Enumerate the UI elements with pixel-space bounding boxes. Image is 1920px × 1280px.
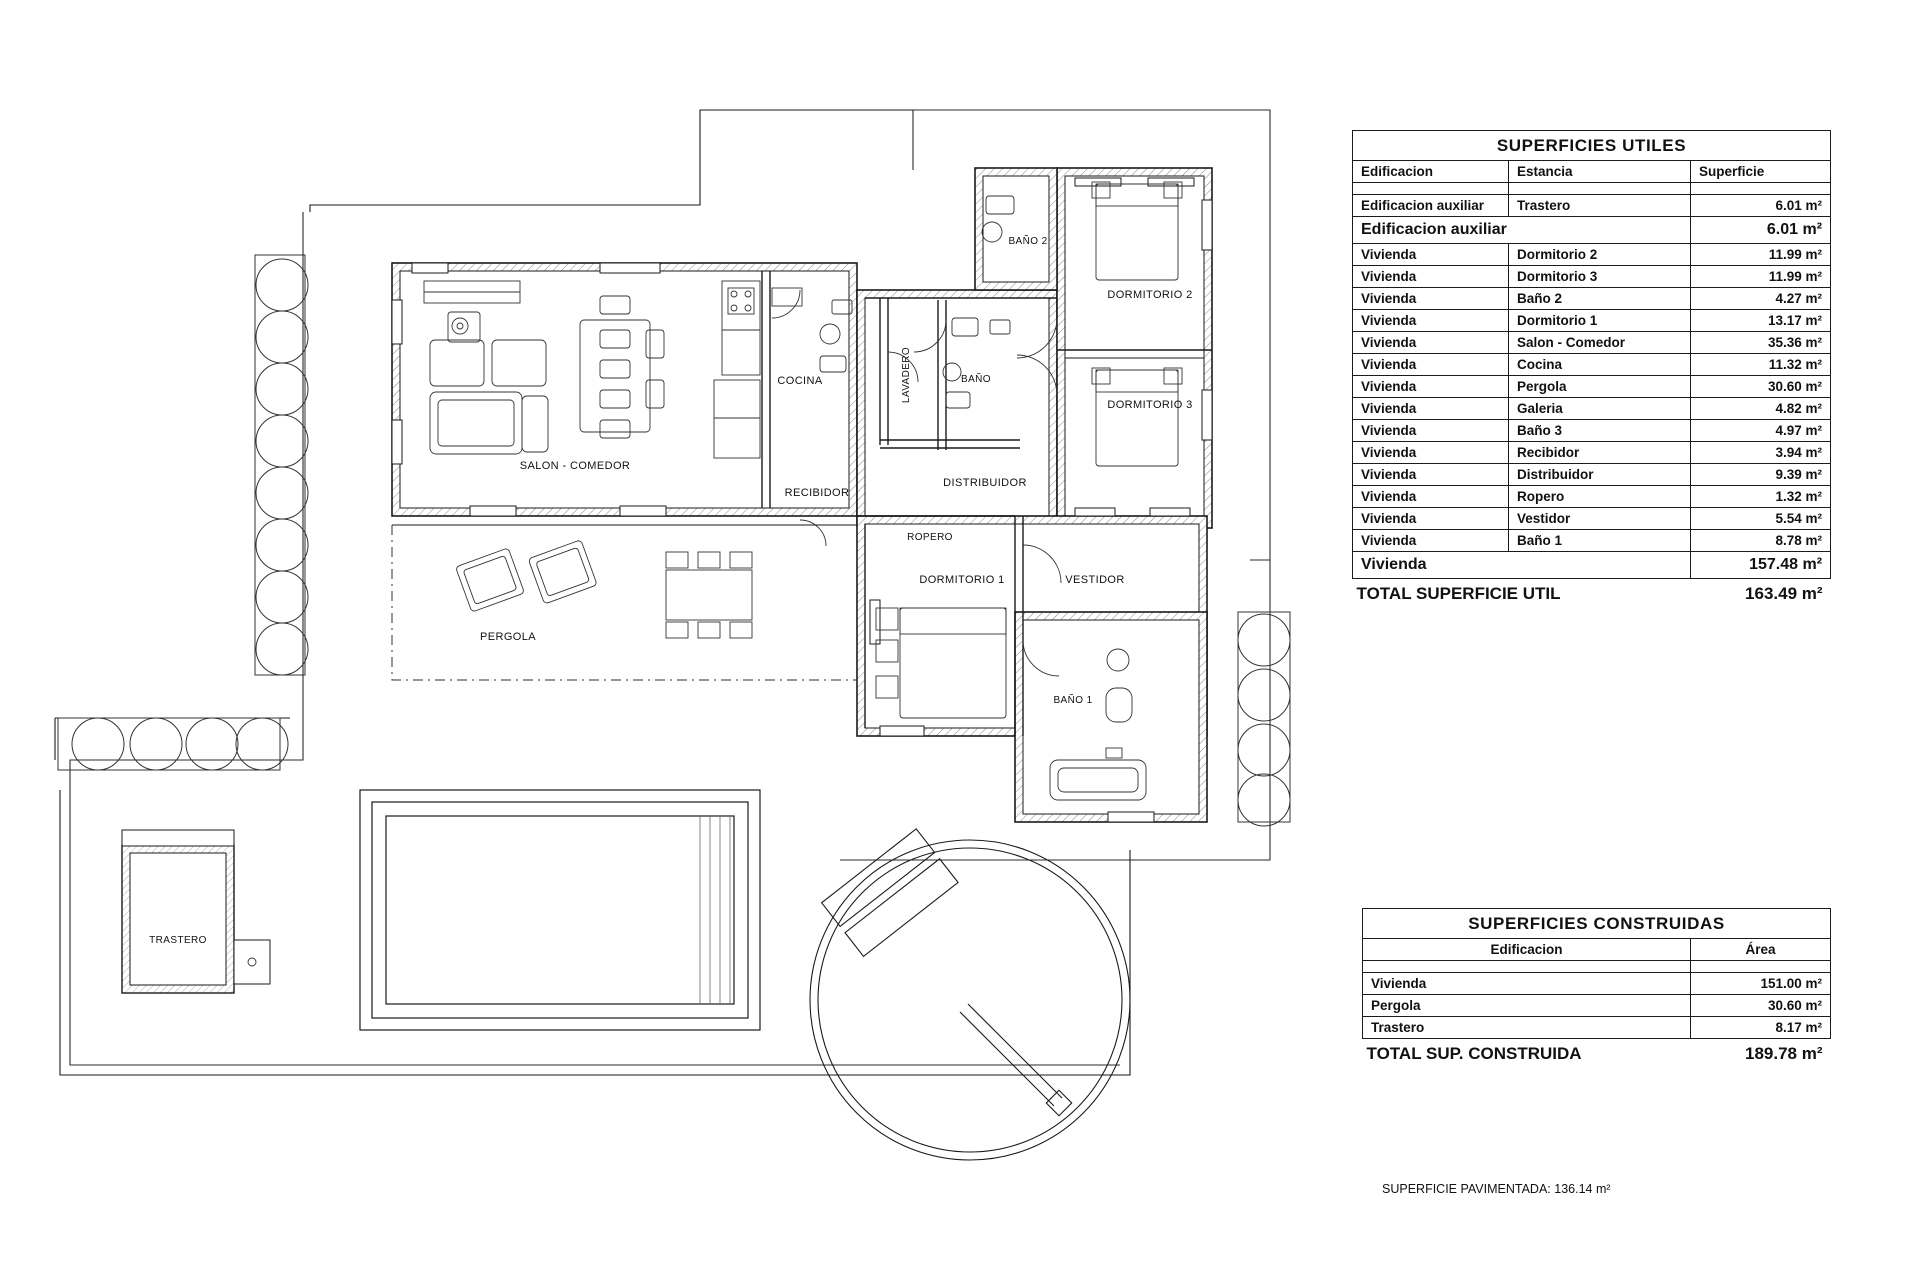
- spacer-cell-1: [1363, 961, 1691, 973]
- cell-area: 30.60 m²: [1691, 995, 1831, 1017]
- room-label-lavadero: LAVADERO: [901, 346, 912, 404]
- utiles-header-row: [1353, 161, 1831, 183]
- utiles-aux-subtotal-row: [1353, 217, 1831, 244]
- vivienda-subtotal-value: 157.48 m²: [1691, 552, 1831, 579]
- utiles-header-estancia: Estancia: [1509, 161, 1691, 183]
- cell-superficie: 30.60 m²: [1691, 376, 1831, 398]
- cell-edificacion: Vivienda: [1353, 288, 1509, 310]
- utiles-title-row: [1353, 131, 1831, 161]
- utiles-spacer-row: [1353, 183, 1831, 195]
- spacer-cell-3: [1691, 183, 1831, 195]
- cell-edificacion: Vivienda: [1353, 398, 1509, 420]
- table-row: [1363, 995, 1831, 1017]
- construidas-total-value: 189.78 m²: [1691, 1039, 1831, 1069]
- cell-edificacion: Trastero: [1363, 1017, 1691, 1039]
- construidas-header-row: [1363, 939, 1831, 961]
- cell-superficie: 11.99 m²: [1691, 244, 1831, 266]
- table-row: [1353, 442, 1831, 464]
- cell-area: 8.17 m²: [1691, 1017, 1831, 1039]
- cell-superficie: 4.27 m²: [1691, 288, 1831, 310]
- cell-estancia: Dormitorio 1: [1509, 310, 1691, 332]
- cell-estancia: Recibidor: [1509, 442, 1691, 464]
- cell-estancia: Pergola: [1509, 376, 1691, 398]
- room-label-ropero: ROPERO: [907, 532, 953, 543]
- room-label-dormitorio3: DORMITORIO 3: [1107, 399, 1193, 411]
- construidas-title: SUPERFICIES CONSTRUIDAS: [1363, 909, 1831, 939]
- table-row: [1353, 508, 1831, 530]
- room-label-pergola: PERGOLA: [480, 631, 536, 643]
- superficies-utiles-table: [1352, 130, 1830, 609]
- cell-estancia: Baño 1: [1509, 530, 1691, 552]
- cell-edificacion: Vivienda: [1353, 442, 1509, 464]
- spacer-cell-1: [1353, 183, 1509, 195]
- cell-estancia: Baño 3: [1509, 420, 1691, 442]
- cell-estancia: Salon - Comedor: [1509, 332, 1691, 354]
- vivienda-subtotal-label: Vivienda: [1353, 552, 1691, 579]
- utiles-total-value: 163.49 m²: [1691, 579, 1831, 609]
- aux-subtotal-label: Edificacion auxiliar: [1353, 217, 1691, 244]
- room-label-dormitorio1: DORMITORIO 1: [919, 574, 1005, 586]
- utiles-total-label: TOTAL SUPERFICIE UTIL: [1353, 579, 1691, 609]
- cell-estancia: Galeria: [1509, 398, 1691, 420]
- cell-superficie: 11.99 m²: [1691, 266, 1831, 288]
- table-row: [1353, 464, 1831, 486]
- cell-superficie: 3.94 m²: [1691, 442, 1831, 464]
- cell-edificacion: Vivienda: [1363, 973, 1691, 995]
- table-row: [1353, 530, 1831, 552]
- room-label-recibidor: RECIBIDOR: [784, 487, 850, 499]
- room-label-distribuidor: DISTRIBUIDOR: [943, 477, 1027, 489]
- construidas-header-edificacion: Edificacion: [1363, 939, 1691, 961]
- cell-edificacion: Pergola: [1363, 995, 1691, 1017]
- cell-superficie: 9.39 m²: [1691, 464, 1831, 486]
- table-row: [1353, 266, 1831, 288]
- cell-edificacion: Vivienda: [1353, 464, 1509, 486]
- cell-superficie: 4.82 m²: [1691, 398, 1831, 420]
- construidas-spacer-row: [1363, 961, 1831, 973]
- cell-edificacion: Vivienda: [1353, 332, 1509, 354]
- cell-superficie: 6.01 m²: [1691, 195, 1831, 217]
- cell-edificacion: Vivienda: [1353, 310, 1509, 332]
- cell-edificacion: Vivienda: [1353, 266, 1509, 288]
- table-row: [1353, 376, 1831, 398]
- superficies-construidas-table: [1362, 908, 1830, 1069]
- room-label-salon: SALON - COMEDOR: [519, 460, 631, 472]
- cell-edificacion: Edificacion auxiliar: [1353, 195, 1509, 217]
- cell-edificacion: Vivienda: [1353, 244, 1509, 266]
- room-label-bano2: BAÑO 2: [1008, 236, 1048, 247]
- cell-superficie: 5.54 m²: [1691, 508, 1831, 530]
- cell-edificacion: Vivienda: [1353, 420, 1509, 442]
- utiles-title: SUPERFICIES UTILES: [1353, 131, 1831, 161]
- cell-edificacion: Vivienda: [1353, 354, 1509, 376]
- plan-geometry: [55, 110, 1290, 1160]
- spacer-cell-2: [1509, 183, 1691, 195]
- utiles-header-superficie: Superficie: [1691, 161, 1831, 183]
- cell-estancia: Ropero: [1509, 486, 1691, 508]
- utiles-header-edificacion: Edificacion: [1353, 161, 1509, 183]
- table-row: [1353, 195, 1831, 217]
- room-label-dormitorio2: DORMITORIO 2: [1107, 289, 1193, 301]
- cell-area: 151.00 m²: [1691, 973, 1831, 995]
- table-row: [1363, 1017, 1831, 1039]
- table-row: [1353, 486, 1831, 508]
- cell-estancia: Cocina: [1509, 354, 1691, 376]
- aux-subtotal-value: 6.01 m²: [1691, 217, 1831, 244]
- cell-estancia: Baño 2: [1509, 288, 1691, 310]
- cell-estancia: Trastero: [1509, 195, 1691, 217]
- room-label-bano1: BAÑO 1: [1053, 695, 1093, 706]
- cell-estancia: Distribuidor: [1509, 464, 1691, 486]
- table-row: [1353, 332, 1831, 354]
- superficie-pavimentada-note: SUPERFICIE PAVIMENTADA: 136.14 m²: [1382, 1182, 1611, 1196]
- cell-edificacion: Vivienda: [1353, 530, 1509, 552]
- cell-superficie: 4.97 m²: [1691, 420, 1831, 442]
- table-row: [1353, 288, 1831, 310]
- cell-superficie: 1.32 m²: [1691, 486, 1831, 508]
- cell-estancia: Dormitorio 3: [1509, 266, 1691, 288]
- cell-superficie: 8.78 m²: [1691, 530, 1831, 552]
- table-row: [1353, 398, 1831, 420]
- cell-edificacion: Vivienda: [1353, 376, 1509, 398]
- table-row: [1353, 354, 1831, 376]
- cell-superficie: 35.36 m²: [1691, 332, 1831, 354]
- cell-edificacion: Vivienda: [1353, 508, 1509, 530]
- construidas-header-area: Área: [1691, 939, 1831, 961]
- cell-superficie: 13.17 m²: [1691, 310, 1831, 332]
- room-label-vestidor: VESTIDOR: [1065, 574, 1125, 586]
- construidas-total-row: [1363, 1039, 1831, 1069]
- table-row: [1353, 244, 1831, 266]
- spacer-cell-2: [1691, 961, 1831, 973]
- room-label-cocina: COCINA: [777, 375, 823, 387]
- construidas-title-row: [1363, 909, 1831, 939]
- table-row: [1363, 973, 1831, 995]
- table-row: [1353, 310, 1831, 332]
- utiles-vivienda-subtotal-row: [1353, 552, 1831, 579]
- cell-edificacion: Vivienda: [1353, 486, 1509, 508]
- construidas-total-label: TOTAL SUP. CONSTRUIDA: [1363, 1039, 1691, 1069]
- cell-superficie: 11.32 m²: [1691, 354, 1831, 376]
- utiles-total-row: [1353, 579, 1831, 609]
- room-label-trastero: TRASTERO: [149, 935, 207, 946]
- room-label-bano: BAÑO: [961, 374, 991, 385]
- cell-estancia: Vestidor: [1509, 508, 1691, 530]
- table-row: [1353, 420, 1831, 442]
- cell-estancia: Dormitorio 2: [1509, 244, 1691, 266]
